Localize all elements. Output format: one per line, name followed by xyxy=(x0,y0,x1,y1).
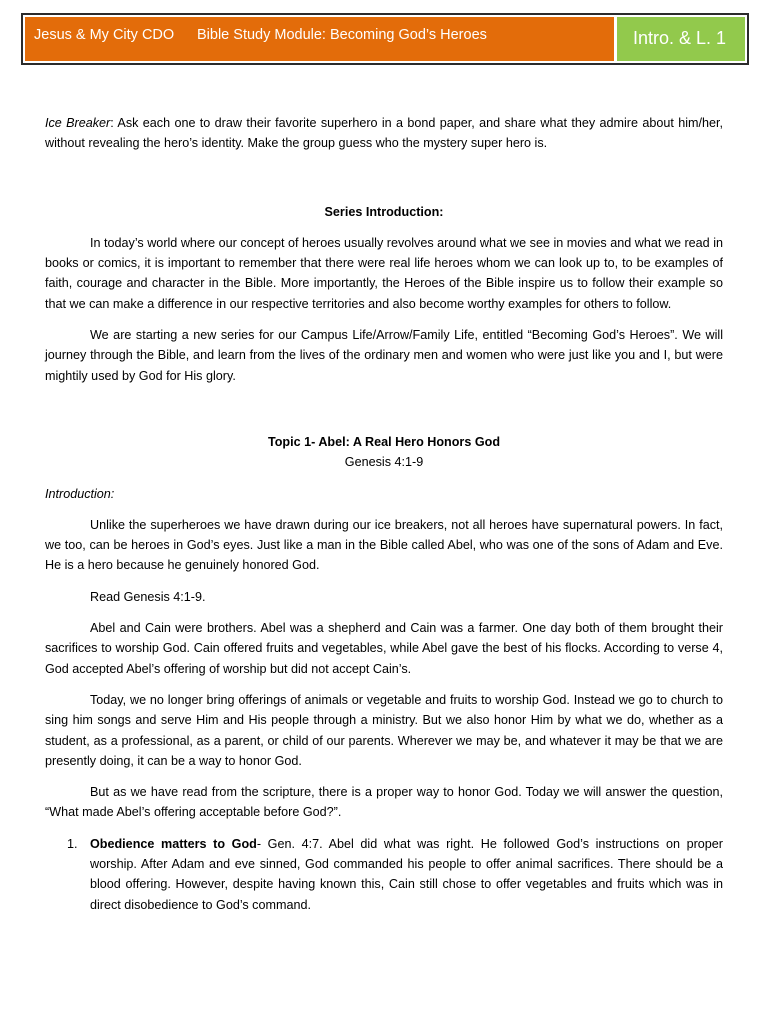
topic-reference: Genesis 4:1-9 xyxy=(344,455,424,470)
icebreaker-label: Ice Breaker xyxy=(45,116,111,130)
series-intro-paragraph-1: In today’s world where our concept of heroes usually revolves around what we see in movies and what we read in books or comics, it is important to remember that there were real life heroes whom we can look up to, to be examples of faith, courage and character in the Bible. More importantly, the Heroes of the Bible inspire us to follow their example so that we can make a difference in our respective territories and also become worthy examples for others to follow. xyxy=(45,235,723,311)
lesson-tag-label: Intro. & L. 1 xyxy=(633,28,727,48)
topic-paragraph-5: But as we have read from the scripture, there is a proper way to honor God. Today we will answer the question, “What made Abel’s offering acceptable before God?”. xyxy=(45,785,723,820)
introduction-label: Introduction: xyxy=(45,486,115,501)
lesson-tag xyxy=(617,17,745,61)
header-title-bar xyxy=(25,17,614,61)
list-item-body: - Gen. 4:7. Abel did what was right. He followed God’s instructions on proper worship. After Adam and eve sinned, God commanded his people to offer animal sacrifices. There should be a blood offering. However, despite having known this, Cain still chose to offer vegetables and fruits which was in direct disobedience to God’s command. xyxy=(90,836,723,912)
series-intro-paragraph-2: We are starting a new series for our Campus Life/Arrow/Family Life, entitled “Becoming God’s Heroes”. We will journey through the Bible, and learn from the lives of the ordinary men and women who were just like you and I, but were mightily used by God for His glory. xyxy=(45,328,723,383)
icebreaker-paragraph xyxy=(45,113,723,154)
topic-title: Topic 1- Abel: A Real Hero Honors God xyxy=(267,434,501,449)
topic-paragraph-1: Unlike the superheroes we have drawn during our ice breakers, not all heroes have supernatural powers. In fact, we too, can be heroes in God’s eyes. Just like a man in the Bible called Abel, who was one of the sons of Adam and Eve. He is a hero because he genuinely honored God. xyxy=(45,517,723,573)
org-name: Jesus & My City CDO xyxy=(34,27,175,43)
series-intro-heading: Series Introduction: xyxy=(324,204,444,219)
list-item-text xyxy=(90,834,723,915)
header-banner xyxy=(21,13,749,65)
document-body xyxy=(45,113,723,915)
list-item-title: Obedience matters to God xyxy=(90,836,257,851)
topic-paragraph-2: Read Genesis 4:1-9. xyxy=(90,589,206,604)
topic-paragraph-4: Today, we no longer bring offerings of animals or vegetable and fruits to worship God. Instead we go to church to sing him songs and serve Him and His people through a ministry. But we also honor Him by what we do, whether as a student, as a professional, as a parent, or child of our parents. Wherever we may be, and whatever it may be that we are presently doing, it can be a way to honor God. xyxy=(45,692,723,768)
list-item-number: 1. xyxy=(67,836,78,851)
topic-paragraph-3: Abel and Cain were brothers. Abel was a shepherd and Cain was a farmer. One day both of them brought their sacrifices to worship God. Cain offered fruits and vegetables, while Abel gave the best of his flocks. According to verse 4, God accepted Abel’s offering of worship but did not accept Cain’s. xyxy=(45,621,723,676)
list-item xyxy=(45,834,723,915)
module-title: Bible Study Module: Becoming God’s Heroes xyxy=(197,27,487,43)
icebreaker-text: : Ask each one to draw their favorite superhero in a bond paper, and share what they admire about him/her, without revealing the hero’s identity. Make the group guess who the mystery super hero is. xyxy=(45,116,724,151)
